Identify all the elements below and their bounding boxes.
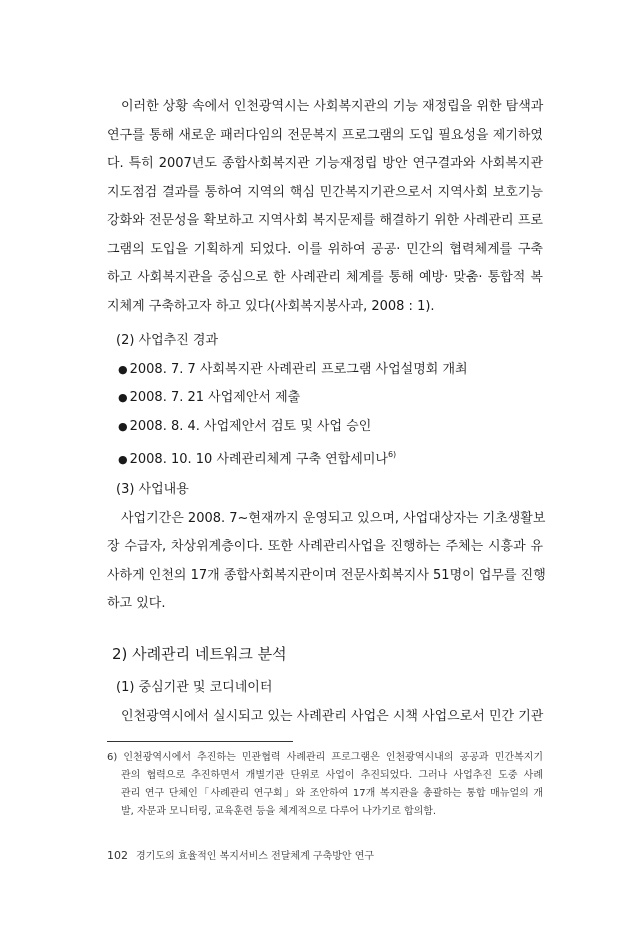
- footnote-divider: [107, 741, 293, 742]
- list-item: [118, 446, 538, 469]
- list-item: [118, 418, 538, 436]
- list-item-text: 2008. 8. 4. 사업제안서 검토 및 사업 승인: [129, 419, 372, 434]
- list-item-text: 2008. 10. 10 사례관리체계 구축 연합세미나: [129, 452, 388, 467]
- paragraph-line: 지체계 구축하고자 하고 있다(사회복지봉사과, 2008 : 1).: [107, 299, 435, 314]
- footnote-line: 관리 연구 단체인「사례관리 연구회」와 조안하여 17개 복지관을 총괄하는 통합 매뉴얼의 개: [121, 788, 543, 799]
- bullet-icon: [118, 452, 130, 467]
- paragraph-line: 강화와 전문성을 확보하고 지역사회 복지문제를 해결하기 위한 사례관리 프로: [107, 213, 543, 228]
- bullet-icon: [118, 390, 130, 405]
- running-title: 경기도의 효율적인 복지서비스 전달체계 구축방안 연구: [136, 851, 375, 862]
- paragraph-line: 하고 사회복지관을 중심으로 한 사례관리 체계를 통해 예방· 맞춤· 통합적 복: [107, 270, 543, 285]
- paragraph-line: 사하게 인천의 17개 종합사회복지관이며 전문사회복지사 51명이 업무를 진행: [107, 568, 546, 583]
- paragraph-line: 지도점검 결과를 통하여 지역의 핵심 민간복지기관으로서 지역사회 보호기능: [107, 185, 543, 200]
- footnote-reference[interactable]: 6): [387, 450, 397, 459]
- paragraph-line: 이러한 상황 속에서 인천광역시는 사회복지관의 기능 재정립을 위한 탐색과: [121, 99, 544, 114]
- footnote-line: 관의 협력으로 추진하면서 개별기관 단위로 사업이 추진되었다. 그러나 사업추진 도중 사례: [121, 770, 543, 781]
- footnote-line: 발, 자문과 모니터링, 교육훈련 등을 체계적으로 다루어 나가기로 합의함.: [121, 806, 437, 817]
- paragraph-line: 하고 있다.: [107, 596, 166, 611]
- list-item: [118, 389, 538, 407]
- paragraph-line: 장 수급자, 차상위계층이다. 또한 사례관리사업을 진행하는 주체는 시흥과 유: [107, 539, 543, 554]
- list-item-text: 2008. 7. 7 사회복지관 사례관리 프로그램 사업설명회 개최: [129, 362, 468, 377]
- paragraph-line: 인천광역시에서 실시되고 있는 사례관리 사업은 시책 사업으로서 민간 기관: [121, 709, 544, 724]
- section-heading: (2) 사업추진 경과: [116, 333, 219, 348]
- section-heading: (3) 사업내용: [116, 482, 189, 497]
- subsection-heading: (1) 중심기관 및 코디네이터: [116, 680, 273, 695]
- section-title: 2) 사례관리 네트워크 분석: [112, 645, 287, 663]
- paragraph-line: 연구를 통해 새로운 패러다임의 전문복지 프로그램의 도입 필요성을 제기하였: [107, 128, 543, 143]
- footnote-line: 6) 인천광역시에서 추진하는 민관협력 사례관리 프로그램은 인천광역시내의 공공과 민간복지기: [107, 752, 543, 763]
- bullet-icon: [118, 419, 130, 434]
- paragraph-line: 다. 특히 2007년도 종합사회복지관 기능재정립 방안 연구결과와 사회복지관: [107, 156, 543, 171]
- page-number: 102: [107, 849, 128, 862]
- list-item: [118, 361, 538, 379]
- paragraph-line: 그램의 도입을 기획하게 되었다. 이를 위하여 공공· 민간의 협력체계를 구축: [107, 242, 543, 257]
- list-item-text: 2008. 7. 21 사업제안서 제출: [129, 390, 301, 405]
- bullet-icon: [118, 362, 130, 377]
- paragraph-line: 사업기간은 2008. 7~현재까지 운영되고 있으며, 사업대상자는 기초생활보: [121, 511, 546, 526]
- page-footer: [107, 847, 374, 862]
